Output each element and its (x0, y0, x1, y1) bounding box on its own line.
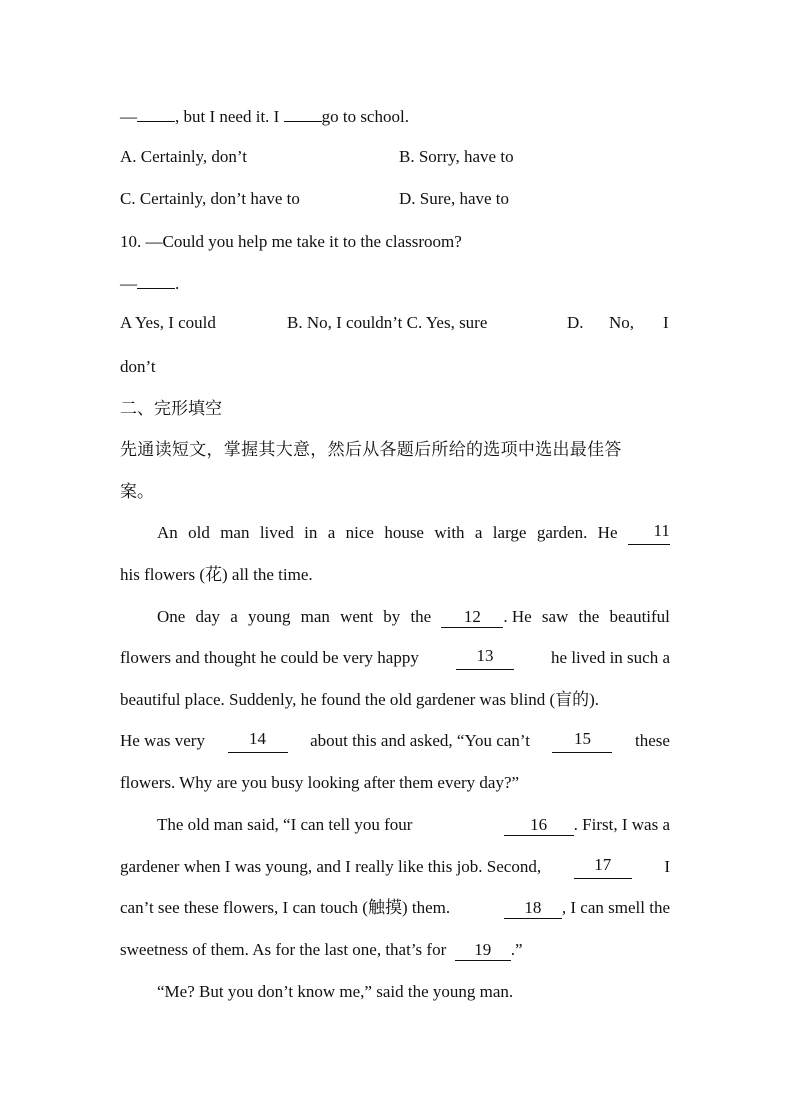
cjk-gloss: 花 (204, 565, 222, 585)
passage-line (120, 646, 670, 670)
word: saw (541, 607, 569, 626)
word: . He (503, 607, 532, 626)
word: in (304, 523, 318, 542)
passage-line: “Me? But you don’t know me,” said the young man. (157, 982, 514, 1001)
blank-13: 13 (456, 646, 514, 670)
q10-question: 10. —Could you help me take it to the classroom? (120, 232, 462, 251)
word: beautiful (609, 607, 670, 626)
q10-option-d-wrap: don’t (120, 357, 156, 376)
passage-line (157, 605, 670, 629)
word: the (578, 607, 600, 626)
q10-answer-line (120, 272, 670, 296)
q9-option-d: D. Sure, have to (399, 189, 510, 208)
text: he lived in such a (551, 648, 670, 667)
word: He (597, 523, 618, 542)
passage-line (120, 855, 670, 879)
blank-17: 17 (574, 855, 632, 879)
word: the (410, 607, 432, 626)
word: One (157, 607, 186, 626)
text: about this and asked, “You can’t (310, 731, 530, 750)
passage-line (120, 729, 670, 753)
text: gardener when I was young, and I really like this job. Second, (120, 857, 542, 876)
q9-option-a: A. Certainly, don’t (120, 147, 248, 166)
blank-14: 14 (228, 729, 288, 753)
word: with (434, 523, 465, 542)
answer-blank (284, 105, 322, 122)
word: a (474, 523, 483, 542)
text: The old man said, “I can tell you four (157, 815, 413, 834)
q10-option-b-c: B. No, I couldn’t C. Yes, sure (287, 313, 488, 332)
text: I (664, 857, 670, 876)
passage-line (157, 813, 670, 837)
word: An (157, 523, 178, 542)
q10-option-d-word1: No, (609, 313, 635, 332)
text: , I can smell the (561, 898, 670, 917)
text: ) them. (401, 898, 451, 917)
word: a (327, 523, 336, 542)
text: flowers and thought he could be very happy (120, 648, 419, 667)
passage-line (120, 688, 670, 712)
word: man (220, 523, 250, 542)
text: ) all the time. (221, 565, 313, 584)
section-instruction-line1: 先通读短文，掌握其大意，然后从各题后所给的选项中选出最佳答 (120, 440, 622, 460)
text: sweetness of them. As for the last one, that’s for (120, 940, 447, 959)
word: man (300, 607, 330, 626)
word: large (492, 523, 527, 542)
word: a (230, 607, 238, 626)
cjk-gloss: 盲的 (555, 690, 590, 710)
passage-line (120, 938, 670, 962)
q9-text-end: go to school. (321, 107, 409, 126)
q10-answer-end: . (175, 274, 180, 293)
text: these (635, 731, 670, 750)
word: went (340, 607, 374, 626)
word: day (195, 607, 221, 626)
answer-blank (137, 272, 175, 289)
word: lived (259, 523, 294, 542)
dash: — (120, 274, 137, 293)
word: old (188, 523, 210, 542)
word: garden. (536, 523, 588, 542)
text: He was very (120, 731, 205, 750)
passage-line (120, 896, 670, 920)
section-heading: 二、完形填空 (120, 399, 222, 419)
blank-15: 15 (552, 729, 612, 753)
blank-12: 12 (441, 607, 503, 628)
text: can’t see these flowers, I can touch ( (120, 898, 368, 917)
q9-option-b: B. Sorry, have to (399, 147, 514, 166)
dash: — (120, 107, 137, 126)
answer-blank (137, 105, 175, 122)
blank-16: 16 (504, 815, 574, 836)
q9-text-mid: , but I need it. I (175, 107, 284, 126)
passage-line (120, 563, 670, 587)
q9-answer-line (120, 105, 670, 129)
blank-19: 19 (455, 940, 511, 961)
cjk-gloss: 触摸 (367, 898, 402, 918)
q10-option-d-label: D. (567, 313, 584, 332)
word: nice (345, 523, 374, 542)
q10-option-a: A Yes, I could (120, 313, 216, 332)
text: ). (589, 690, 600, 709)
word: young (247, 607, 291, 626)
text: beautiful place. Suddenly, he found the old gardener was blind ( (120, 690, 556, 709)
text: his flowers ( (120, 565, 205, 584)
q10-option-d-word2: I (663, 313, 669, 332)
section-instruction-line2: 案。 (120, 482, 154, 502)
passage-line (157, 521, 670, 545)
text: . First, I was a (573, 815, 670, 834)
q9-option-c: C. Certainly, don’t have to (120, 189, 300, 208)
word: house (384, 523, 424, 542)
word: by (383, 607, 401, 626)
blank-11: 11 (628, 521, 670, 545)
blank-18: 18 (504, 898, 562, 919)
text: .” (510, 940, 523, 959)
passage-line: flowers. Why are you busy looking after them every day?” (120, 773, 520, 792)
